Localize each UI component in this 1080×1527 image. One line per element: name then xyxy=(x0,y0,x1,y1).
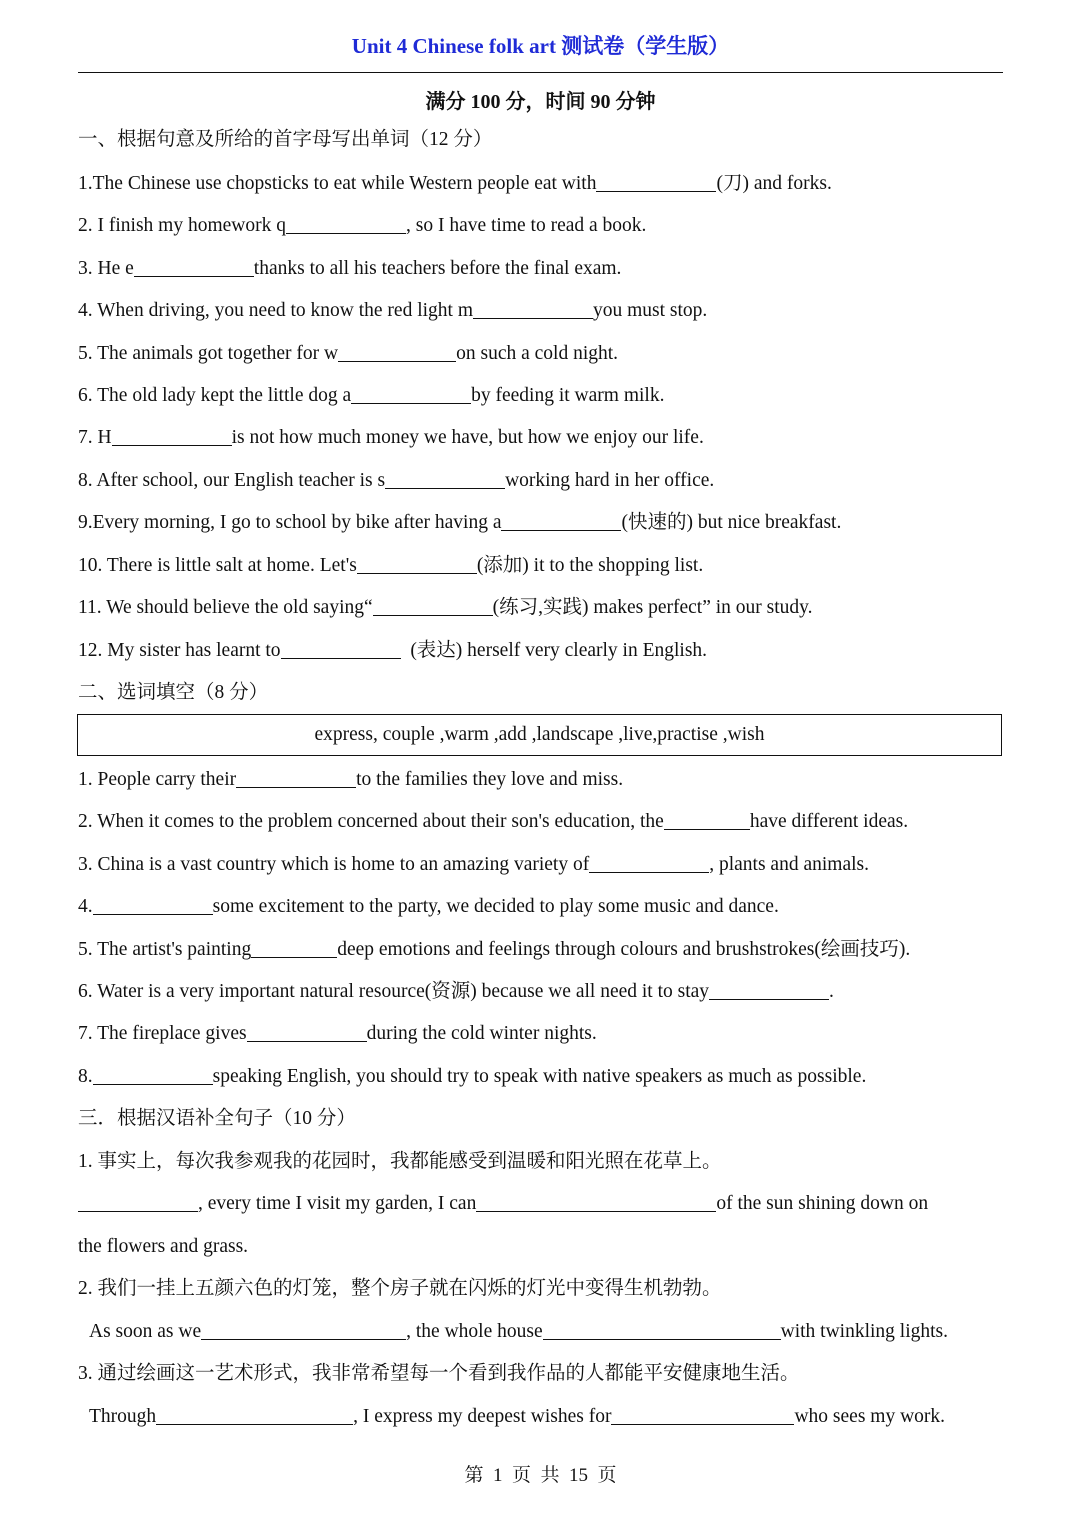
question-text: (刀) and forks. xyxy=(716,173,832,194)
answer-blank[interactable] xyxy=(476,1193,716,1212)
answer-blank[interactable] xyxy=(112,427,232,446)
question-2-4 xyxy=(78,893,1008,921)
question-text: working hard in her office. xyxy=(505,470,715,491)
question-1-8 xyxy=(78,467,1008,495)
question-text: 2. I finish my homework q xyxy=(78,215,286,236)
question-text: 3. China is a vast country which is home to an amazing variety of xyxy=(78,854,590,875)
answer-blank[interactable] xyxy=(373,597,493,616)
question-text: 4. When driving, you need to know the red light m xyxy=(78,300,473,321)
answer-blank[interactable] xyxy=(247,1023,367,1042)
answer-blank[interactable] xyxy=(709,981,829,1000)
answer-blank[interactable] xyxy=(385,470,505,489)
question-text: 8. xyxy=(78,1066,93,1087)
answer-blank[interactable] xyxy=(134,258,254,277)
question-3-2-english xyxy=(89,1318,1019,1346)
question-text: some excitement to the party, we decided to play some music and dance. xyxy=(212,896,779,917)
question-2-8 xyxy=(78,1063,1008,1091)
question-2-6 xyxy=(78,978,1008,1006)
question-text: 9.Every morning, I go to school by bike after having a xyxy=(78,512,502,533)
question-text: , so I have time to read a book. xyxy=(405,215,647,236)
question-text: thanks to all his teachers before the final exam. xyxy=(253,258,622,279)
question-text: , the whole house xyxy=(406,1321,543,1342)
question-text: , every time I visit my garden, I can xyxy=(198,1193,477,1214)
answer-blank[interactable] xyxy=(501,512,621,531)
answer-blank[interactable] xyxy=(611,1406,794,1425)
question-text: deep emotions and feelings through colours and brushstrokes(绘画技巧). xyxy=(337,939,911,960)
question-text: 12. My sister has learnt to xyxy=(78,640,281,661)
answer-blank[interactable] xyxy=(78,1193,198,1212)
answer-blank[interactable] xyxy=(357,555,477,574)
answer-blank[interactable] xyxy=(351,385,471,404)
answer-blank[interactable] xyxy=(338,343,456,362)
question-1-5 xyxy=(78,340,1008,368)
question-text: , I express my deepest wishes for xyxy=(353,1406,612,1427)
answer-blank[interactable] xyxy=(251,939,337,958)
question-text: of the sun shining down on xyxy=(716,1193,929,1214)
answer-blank[interactable] xyxy=(156,1406,353,1425)
question-2-5 xyxy=(78,936,1008,964)
question-3-3-english xyxy=(89,1403,1019,1431)
running-header-title: Unit 4 Chinese folk art 测试卷（学生版） xyxy=(351,34,730,58)
answer-blank[interactable] xyxy=(664,811,750,830)
section-1-heading: 一、根据句意及所给的首字母写出单词（12 分） xyxy=(78,129,493,150)
question-text: . xyxy=(829,981,834,1002)
question-text: is not how much money we have, but how we enjoy our life. xyxy=(231,427,704,448)
question-text: (添加) it to the shopping list. xyxy=(476,555,704,576)
question-2-7 xyxy=(78,1020,1008,1048)
question-3-3-chinese: 3. 通过绘画这一艺术形式，我非常希望每一个看到我作品的人都能平安健康地生活。 xyxy=(78,1363,800,1384)
answer-blank[interactable] xyxy=(589,854,709,873)
answer-blank[interactable] xyxy=(473,300,593,319)
question-text: 1.The Chinese use chopsticks to eat while Western people eat with xyxy=(78,173,597,194)
question-3-1-chinese: 1. 事实上，每次我参观我的花园时，我都能感受到温暖和阳光照在花草上。 xyxy=(78,1151,722,1172)
score-time-subtitle: 满分 100 分，时间 90 分钟 xyxy=(425,91,656,113)
question-text: 5. The animals got together for w xyxy=(78,343,339,364)
question-1-4 xyxy=(78,297,1008,325)
page-number-footer: 第 1 页 共 15 页 xyxy=(464,1465,617,1486)
question-text: 7. The fireplace gives xyxy=(78,1023,247,1044)
question-2-2 xyxy=(78,808,1008,836)
question-1-6 xyxy=(78,382,1008,410)
answer-blank[interactable] xyxy=(236,769,356,788)
question-text: Through xyxy=(89,1406,157,1427)
question-text: 11. We should believe the old saying“ xyxy=(78,597,373,618)
question-text: you must stop. xyxy=(593,300,708,321)
answer-blank[interactable] xyxy=(281,640,401,659)
question-1-12 xyxy=(78,637,1008,665)
question-text: to the families they love and miss. xyxy=(356,769,624,790)
question-1-2 xyxy=(78,212,1008,240)
question-1-9 xyxy=(78,509,1008,537)
question-text: by feeding it warm milk. xyxy=(471,385,665,406)
question-1-1 xyxy=(78,170,1008,198)
question-2-1 xyxy=(78,766,1008,794)
question-text: 4. xyxy=(78,896,93,917)
word-bank-box: express, couple ,warm ,add ,landscape ,live,practise ,wish xyxy=(77,714,1002,756)
answer-blank[interactable] xyxy=(93,896,213,915)
section-2-heading: 二、选词填空（8 分） xyxy=(78,682,269,703)
question-text: 10. There is little salt at home. Let's xyxy=(78,555,357,576)
section-3-heading: 三．根据汉语补全句子（10 分） xyxy=(78,1108,356,1129)
question-text: 1. People carry their xyxy=(78,769,237,790)
question-1-3 xyxy=(78,255,1008,283)
question-text: , plants and animals. xyxy=(709,854,869,875)
question-text: 7. H xyxy=(78,427,112,448)
question-3-1-english xyxy=(78,1190,1008,1218)
question-text: during the cold winter nights. xyxy=(366,1023,597,1044)
question-text: 3. He e xyxy=(78,258,134,279)
question-text: (练习,实践) makes perfect” in our study. xyxy=(492,597,813,618)
question-3-1-continuation: the flowers and grass. xyxy=(78,1236,249,1257)
question-text: As soon as we xyxy=(89,1321,202,1342)
question-text: 8. After school, our English teacher is s xyxy=(78,470,386,491)
question-text: speaking English, you should try to speak with native speakers as much as possible. xyxy=(212,1066,867,1087)
question-text: 6. Water is a very important natural resource(资源) because we all need it to stay xyxy=(78,981,710,1002)
question-text: 2. When it comes to the problem concerned about their son's education, the xyxy=(78,811,664,832)
answer-blank[interactable] xyxy=(286,215,406,234)
header-divider xyxy=(78,72,1003,73)
answer-blank[interactable] xyxy=(201,1321,406,1340)
answer-blank[interactable] xyxy=(93,1066,213,1085)
question-text: with twinkling lights. xyxy=(780,1321,948,1342)
question-text: have different ideas. xyxy=(749,811,909,832)
question-2-3 xyxy=(78,851,1008,879)
question-text: on such a cold night. xyxy=(456,343,619,364)
question-text: who sees my work. xyxy=(794,1406,946,1427)
question-1-10 xyxy=(78,552,1008,580)
question-text: 6. The old lady kept the little dog a xyxy=(78,385,352,406)
question-text: 5. The artist's painting xyxy=(78,939,252,960)
question-1-7 xyxy=(78,424,1008,452)
answer-blank[interactable] xyxy=(543,1321,781,1340)
question-1-11 xyxy=(78,594,1008,622)
answer-blank[interactable] xyxy=(596,173,716,192)
question-text: (快速的) but nice breakfast. xyxy=(621,512,842,533)
question-3-2-chinese: 2. 我们一挂上五颜六色的灯笼，整个房子就在闪烁的灯光中变得生机勃勃。 xyxy=(78,1278,722,1299)
question-text: (表达) herself very clearly in English. xyxy=(400,640,708,661)
